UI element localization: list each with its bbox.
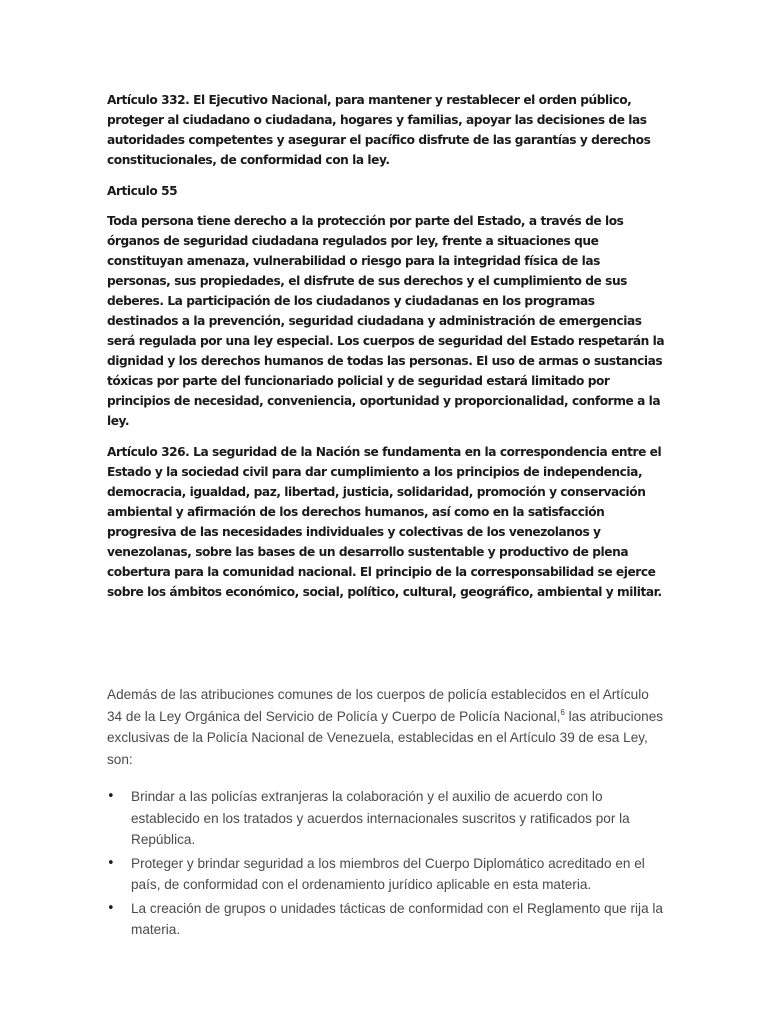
constitution-excerpt: [107, 90, 665, 613]
article-55-paragraph: Toda persona tiene derecho a la protección por parte del Estado, a través de los órganos de seguridad ciudadana regulados por ley, frente a situaciones que constituyan amenaza, vulnerabilidad o riesgo para la integridad física de las personas, sus propiedades, el disfrute de sus derechos y el cumplimiento de sus deberes. La participación de los ciudadanos y ciudadanas en los programas destinados a la prevención, seguridad ciudadana y administración de emergencias será regulada por una ley especial. Los cuerpos de seguridad del Estado respetarán la dignidad y los derechos humanos de todas las personas. El uso de armas o sustancias tóxicas por parte del funcionariado policial y de seguridad estará limitado por principios de necesidad, conveniencia, oportunidad y proporcionalidad, conforme a la ley.: [107, 214, 665, 428]
article-332-paragraph: Artículo 332. El Ejecutivo Nacional, para mantener y restablecer el orden público, proteger al ciudadano o ciudadana, hogares y familias, apoyar las decisiones de las autoridades competentes y asegurar el pacífico disfrute de las garantías y derechos constitucionales, de conformidad con la ley.: [107, 93, 651, 167]
intro-paragraph: [107, 684, 665, 770]
bullet-icon: •: [107, 900, 115, 916]
list-item-text: Proteger y brindar seguridad a los miembros del Cuerpo Diplomático acreditado en el país, de conformidad con el ordenamiento jurídico aplicable en esta materia.: [131, 855, 645, 892]
list-item: [107, 898, 665, 941]
list-item: [107, 786, 665, 851]
attributions-list: [107, 786, 665, 941]
list-item-text: Brindar a las policías extranjeras la colaboración y el auxilio de acuerdo con lo establecido en los tratados y acuerdos internacionales suscritos y ratificados por la República.: [131, 789, 630, 847]
list-item: [107, 853, 665, 896]
bullet-icon: •: [107, 789, 115, 804]
police-attributions-section: [107, 684, 665, 943]
list-item-text: La creación de grupos o unidades tácticas de conformidad con el Reglamento que rija la materia.: [131, 900, 663, 937]
article-326-paragraph: Artículo 326. La seguridad de la Nación se fundamenta en la correspondencia entre el Estado y la sociedad civil para dar cumplimiento a los principios de independencia, democracia, igualdad, paz, libertad, justicia, solidaridad, promoción y conservación ambiental y afirmación de los derechos humanos, así como en la satisfacción progresiva de las necesidades individuales y colectivas de los venezolanos y venezolanas, sobre las bases de un desarrollo sustentable y productivo de plena cobertura para la comunidad nacional. El principio de la corresponsabilidad se ejerce sobre los ámbitos económico, social, político, cultural, geográfico, ambiental y militar.: [107, 445, 662, 599]
intro-text-part1: Además de las atribuciones comunes de los cuerpos de policía establecidos en el Artículo 34 de la Ley Orgánica del Servicio de Policía y Cuerpo de Policía Nacional,: [107, 687, 649, 724]
bullet-icon: •: [107, 855, 115, 871]
intro-text-part2: las atribuciones exclusivas de la Policía Nacional de Venezuela, establecidas en el Artículo 39 de esa Ley, son:: [107, 708, 664, 767]
article-55-heading: Articulo 55: [107, 184, 178, 198]
footnote-reference[interactable]: 6: [560, 707, 565, 717]
